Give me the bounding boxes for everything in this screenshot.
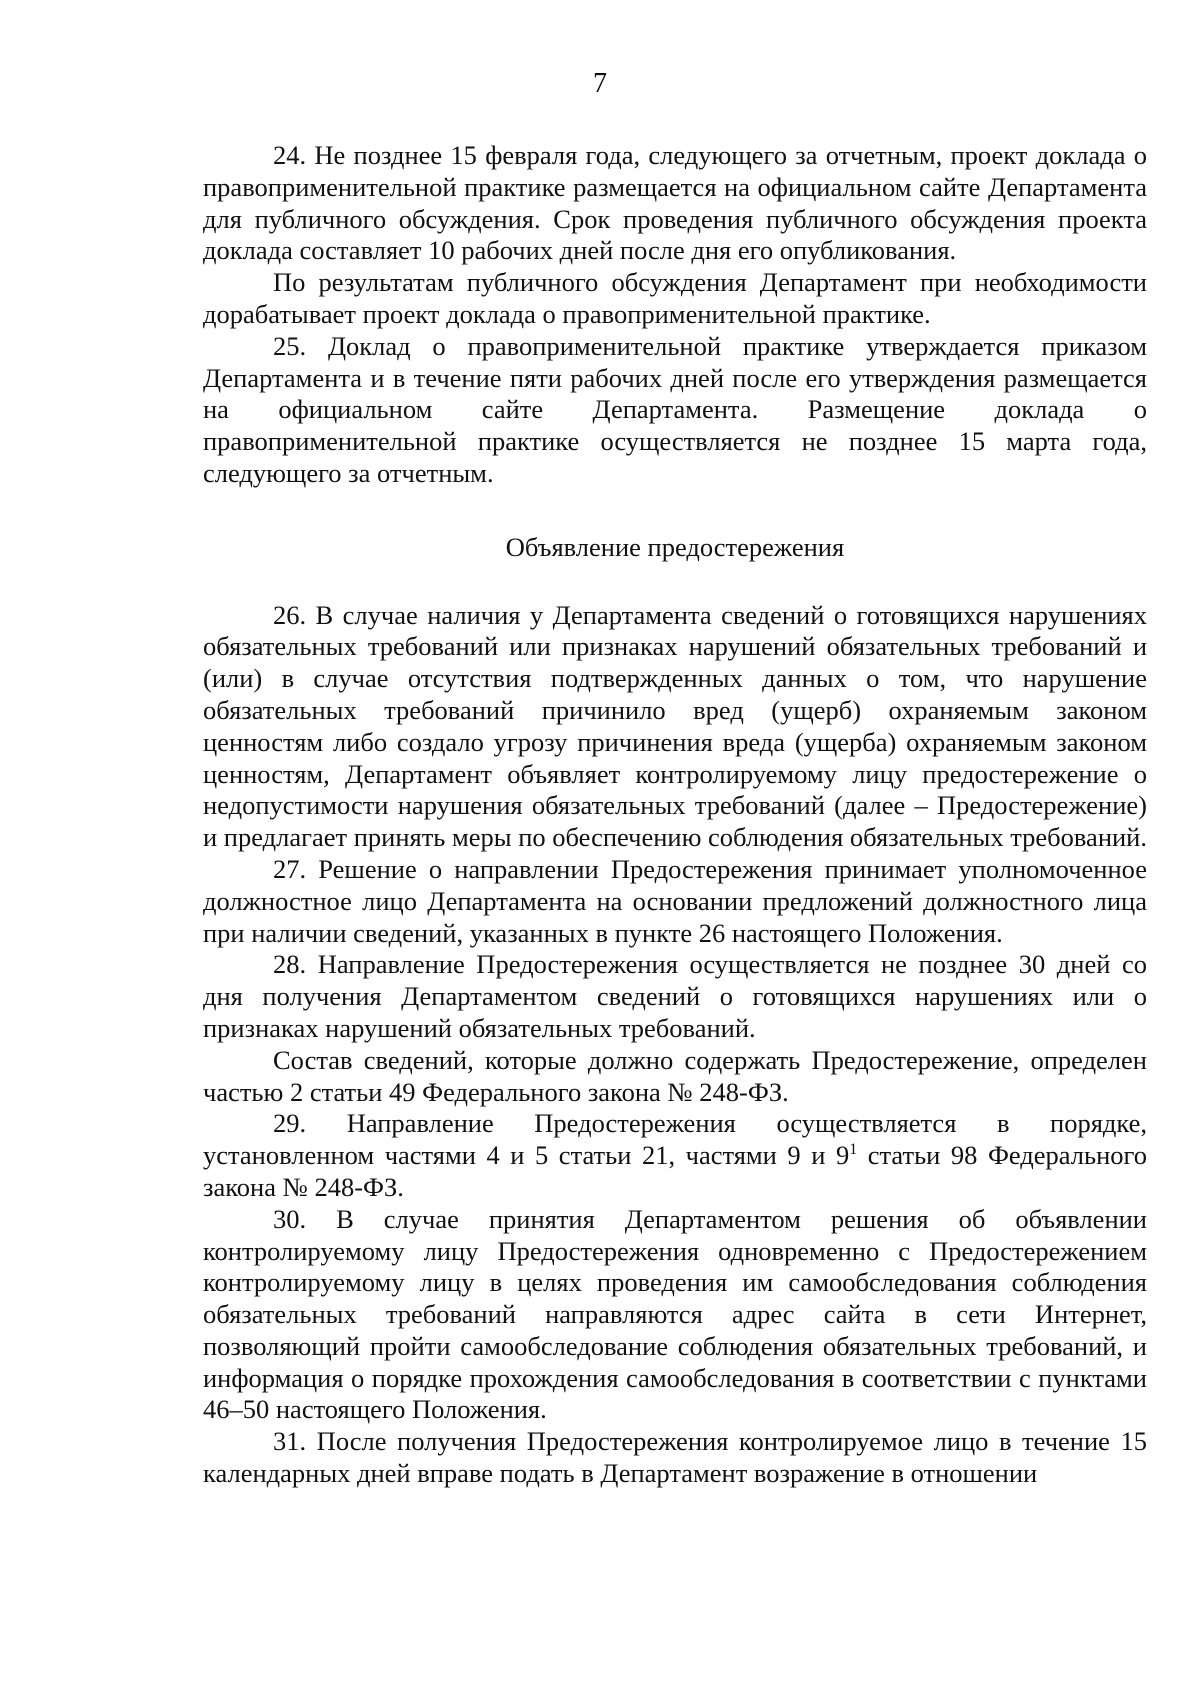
paragraph-28-content: Состав сведений, которые должно содержать Предостережение, определен частью 2 статьи 49 Федерального закона № 248-ФЗ. [203,1044,1147,1107]
paragraph-29-text: 29. Направление Предостережения осуществляется в порядке, установленном частями 4 и 5 статьи 21, частями 9 и 9 [203,1108,1147,1171]
paragraph-31: 31. После получения Предостережения контролируемое лицо в течение 15 календарных дней вправе подать в Департамент возражение в отношении [203,1426,1147,1489]
document-body [203,140,1147,1490]
paragraph-27: 27. Решение о направлении Предостережения принимает уполномоченное должностное лицо Департамента на основании предложений должностного лица при наличии сведений, указанных в пункте 26 настоящего Положения. [203,853,1147,948]
section-heading: Объявление предостережения [505,531,845,562]
paragraph-29-text-end: статьи 98 Федерального закона № 248-ФЗ. [203,1140,1147,1202]
paragraph-30: 30. В случае принятия Департаментом решения об объявлении контролируемому лицу Предостережения одновременно с Предостережением контролируемому лицу в целях проведения им самообследования соблюдения обязательных требований направляются адрес сайта в сети Интернет, позволяющий пройти самообследование соблюдения обязательных требований, и информация о порядке прохождения самообследования в соответствии с пунктами 46–50 настоящего Положения. [203,1203,1147,1425]
paragraph-28: 28. Направление Предостережения осуществляется не позднее 30 дней со дня получения Департаментом сведений о готовящихся нарушениях или о признаках нарушений обязательных требований. [203,949,1147,1043]
paragraph-26: 26. В случае наличия у Департамента сведений о готовящихся нарушениях обязательных требований или признаках нарушений обязательных требований и (или) в случае отсутствия подтвержденных данных о том, что нарушение обязательных требований причинило вред (ущерб) охраняемым законом ценностям либо создало угрозу причинения вреда (ущерба) охраняемым законом ценностям, Департамент объявляет контролируемому лицу предостережение о недопустимости нарушения обязательных требований (далее – Предостережение) и предлагает принять меры по обеспечению соблюдения обязательных требований. [203,599,1147,853]
paragraph-24-discussion: По результатам публичного обсуждения Департамент при необходимости дорабатывает проект доклада о правоприменительной практике. [203,267,1147,329]
page-number: 7 [593,68,607,99]
paragraph-24: 24. Не позднее 15 февраля года, следующего за отчетным, проект доклада о правоприменительной практике размещается на официальном сайте Департамента для публичного обсуждения. Срок проведения публичного обсуждения проекта доклада составляет 10 рабочих дней после дня его опубликования. [203,140,1147,266]
paragraph-25: 25. Доклад о правоприменительной практике утверждается приказом Департамента и в течение пяти рабочих дней после его утверждения размещается на официальном сайте Департамента. Размещение доклада о правоприменительной практике осуществляется не позднее 15 марта года, следующего за отчетным. [203,330,1147,488]
superscript: 1 [849,1141,858,1159]
paragraph-29 [203,1108,1147,1203]
